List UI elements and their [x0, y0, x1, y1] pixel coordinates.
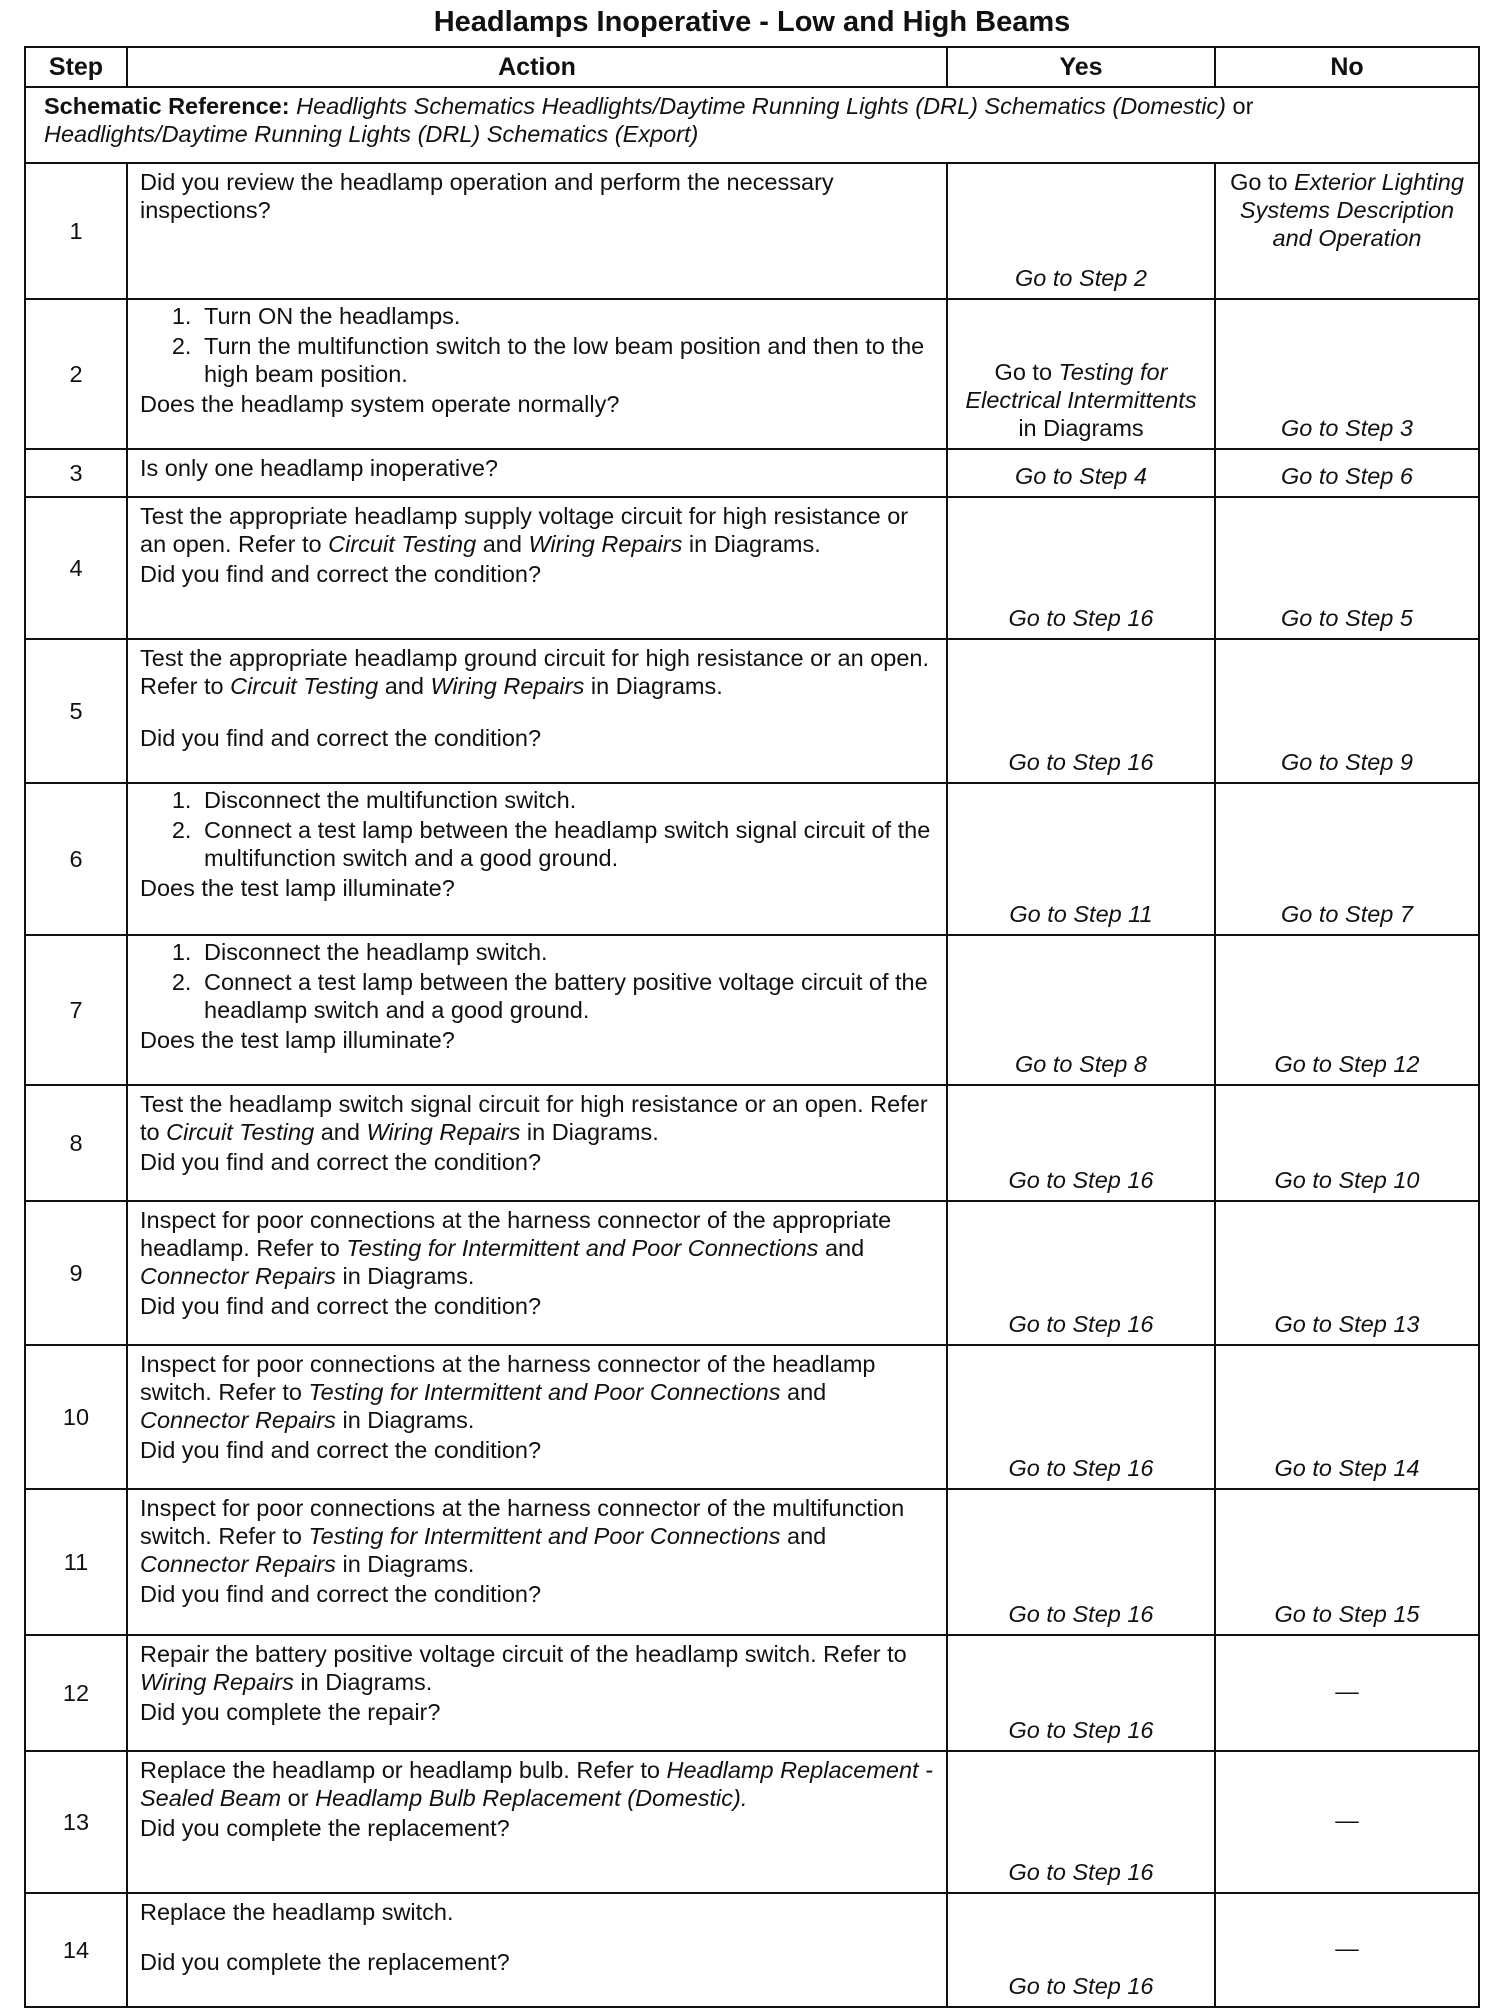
reference-link[interactable]: Circuit Testing	[328, 531, 477, 557]
action-steps-list	[140, 786, 934, 872]
no-prefix: Go to	[1230, 169, 1288, 195]
action-cell	[127, 1201, 947, 1345]
step-number: 1	[25, 163, 127, 299]
list-item: 1. Disconnect the headlamp switch.	[198, 938, 934, 966]
yes-suffix: in Diagrams	[1018, 415, 1144, 441]
no-link[interactable]: Exterior Lighting Systems Description and Operation	[1239, 169, 1464, 251]
yes-cell	[947, 299, 1215, 449]
action-question: Did you complete the replacement?	[140, 1949, 510, 1975]
reference-link[interactable]: Testing for Intermittent and Poor Connections	[346, 1235, 819, 1261]
table-row	[25, 1489, 1479, 1635]
action-cell	[127, 1635, 947, 1751]
instruction-text: and	[787, 1379, 827, 1405]
step-number: 12	[25, 1635, 127, 1751]
yes-link[interactable]: Go to Step 16	[947, 1635, 1215, 1751]
no-link[interactable]: Go to Step 14	[1215, 1345, 1479, 1489]
instruction-text: in Diagrams.	[342, 1551, 475, 1577]
table-row	[25, 1085, 1479, 1201]
instruction-text: Replace the headlamp or headlamp bulb. Refer to	[140, 1757, 660, 1783]
yes-link[interactable]: Go to Step 16	[947, 1489, 1215, 1635]
no-link[interactable]: Go to Step 7	[1215, 783, 1479, 935]
action-cell	[127, 1751, 947, 1893]
action-question: Did you find and correct the condition?	[140, 725, 542, 751]
yes-link[interactable]: Go to Step 16	[947, 639, 1215, 783]
reference-link[interactable]: Wiring Repairs	[528, 531, 683, 557]
step-number: 10	[25, 1345, 127, 1489]
instruction-text: Test the appropriate headlamp ground circuit for high resistance or an open. Refer to	[140, 645, 930, 699]
step-number: 8	[25, 1085, 127, 1201]
instruction-text: or	[287, 1785, 309, 1811]
step-number: 11	[25, 1489, 127, 1635]
action-instruction	[140, 644, 934, 700]
table-row	[25, 639, 1479, 783]
instruction-text: in Diagrams.	[526, 1119, 659, 1145]
action-steps-list	[140, 302, 934, 388]
header-yes: Yes	[947, 47, 1215, 87]
no-dash: —	[1215, 1635, 1479, 1751]
reference-link[interactable]: Wiring Repairs	[140, 1669, 294, 1695]
step-number: 3	[25, 449, 127, 497]
table-row	[25, 783, 1479, 935]
reference-link[interactable]: Connector Repairs	[140, 1551, 336, 1577]
header-no: No	[1215, 47, 1479, 87]
no-link[interactable]: Go to Step 9	[1215, 639, 1479, 783]
instruction-text: Inspect for poor connections at the harness connector of the multifunction switch. Refer to	[140, 1495, 905, 1549]
yes-link[interactable]: Go to Step 2	[947, 163, 1215, 299]
table-row	[25, 1751, 1479, 1893]
reference-link[interactable]: Circuit Testing	[166, 1119, 315, 1145]
reference-link[interactable]: Wiring Repairs	[366, 1119, 521, 1145]
yes-link[interactable]: Go to Step 16	[947, 497, 1215, 639]
table-row	[25, 163, 1479, 299]
reference-link[interactable]: Connector Repairs	[140, 1263, 336, 1289]
instruction-text: Test the appropriate headlamp supply voltage circuit for high resistance or an open. Refer to	[140, 503, 909, 557]
instruction-text: and	[482, 531, 522, 557]
action-cell	[127, 783, 947, 935]
action-question: Did you complete the repair?	[140, 1699, 441, 1725]
action-cell	[127, 1893, 947, 2007]
step-number: 7	[25, 935, 127, 1085]
diagnostic-table	[24, 46, 1480, 2008]
table-row	[25, 1635, 1479, 1751]
reference-link[interactable]: Wiring Repairs	[430, 673, 585, 699]
yes-link[interactable]: Go to Step 16	[947, 1345, 1215, 1489]
yes-link[interactable]: Go to Step 16	[947, 1085, 1215, 1201]
yes-link[interactable]: Go to Step 16	[947, 1201, 1215, 1345]
step-number: 6	[25, 783, 127, 935]
instruction-text: in Diagrams.	[342, 1407, 475, 1433]
action-question: Did you find and correct the condition?	[140, 1437, 542, 1463]
instruction-text: Inspect for poor connections at the harness connector of the headlamp switch. Refer to	[140, 1351, 876, 1405]
yes-link[interactable]: Testing for Electrical Intermittents	[965, 359, 1197, 413]
no-link[interactable]: Go to Step 3	[1215, 299, 1479, 449]
list-item: 2. Connect a test lamp between the battery positive voltage circuit of the headlamp switch and a good ground.	[198, 968, 934, 1024]
table-row	[25, 1201, 1479, 1345]
step-number: 9	[25, 1201, 127, 1345]
reference-link[interactable]: Connector Repairs	[140, 1407, 336, 1433]
reference-link[interactable]: Testing for Intermittent and Poor Connections	[308, 1379, 781, 1405]
table-row	[25, 497, 1479, 639]
action-question: Did you find and correct the condition?	[140, 561, 542, 587]
instruction-text: in Diagrams.	[688, 531, 821, 557]
schematic-reference-row	[25, 87, 1479, 163]
action-cell	[127, 1085, 947, 1201]
action-cell	[127, 1345, 947, 1489]
action-instruction	[140, 502, 934, 558]
action-question: Does the test lamp illuminate?	[140, 1027, 455, 1053]
no-link[interactable]: Go to Step 15	[1215, 1489, 1479, 1635]
table-row	[25, 935, 1479, 1085]
no-link[interactable]: Go to Step 13	[1215, 1201, 1479, 1345]
no-cell	[1215, 163, 1479, 299]
instruction-text: and	[384, 673, 424, 699]
action-question: Did you find and correct the condition?	[140, 1293, 542, 1319]
list-item: 1. Disconnect the multifunction switch.	[198, 786, 934, 814]
instruction-text: Inspect for poor connections at the harness connector of the appropriate headlamp. Refer to	[140, 1207, 892, 1261]
action-cell	[127, 497, 947, 639]
schematic-reference	[25, 87, 1479, 163]
yes-link[interactable]: Go to Step 16	[947, 1893, 1215, 2007]
schematic-label: Schematic Reference:	[44, 93, 290, 119]
no-link[interactable]: Go to Step 12	[1215, 935, 1479, 1085]
no-link[interactable]: Go to Step 6	[1215, 449, 1479, 497]
yes-link[interactable]: Go to Step 8	[947, 935, 1215, 1085]
schematic-or: or	[1232, 93, 1254, 119]
yes-link[interactable]: Go to Step 11	[947, 783, 1215, 935]
instruction-text: Repair the battery positive voltage circuit of the headlamp switch. Refer to	[140, 1641, 907, 1667]
schematic-link-export[interactable]: Headlights/Daytime Running Lights (DRL) Schematics (Export)	[44, 121, 699, 147]
instruction-text: in Diagrams.	[342, 1263, 475, 1289]
instruction-text: and	[824, 1235, 865, 1261]
header-action: Action	[127, 47, 947, 87]
action-cell	[127, 163, 947, 299]
action-instruction	[140, 1090, 934, 1146]
header-step: Step	[25, 47, 127, 87]
action-question: Does the headlamp system operate normally?	[140, 391, 620, 417]
page-title: Headlamps Inoperative - Low and High Beams	[433, 6, 1071, 38]
action-cell	[127, 935, 947, 1085]
list-item: 2. Turn the multifunction switch to the low beam position and then to the high beam position.	[198, 332, 934, 388]
list-item: 1. Turn ON the headlamps.	[198, 302, 934, 330]
instruction-text: Test the headlamp switch signal circuit for high resistance or an open. Refer to	[140, 1091, 928, 1145]
table-row	[25, 449, 1479, 497]
instruction-text: in Diagrams.	[300, 1669, 433, 1695]
table-row	[25, 299, 1479, 449]
instruction-text: in Diagrams.	[590, 673, 723, 699]
no-dash: —	[1215, 1751, 1479, 1893]
list-item: 2. Connect a test lamp between the headlamp switch signal circuit of the multifunction switch and a good ground.	[198, 816, 934, 872]
reference-link[interactable]: Testing for Intermittent and Poor Connections	[308, 1523, 781, 1549]
step-number: 5	[25, 639, 127, 783]
schematic-link-domestic[interactable]: Headlights Schematics Headlights/Daytime Running Lights (DRL) Schematics (Domestic)	[296, 93, 1227, 119]
action-question: Did you complete the replacement?	[140, 1815, 510, 1841]
step-number: 13	[25, 1751, 127, 1893]
reference-link[interactable]: Circuit Testing	[230, 673, 379, 699]
action-question: Did you review the headlamp operation and perform the necessary inspections?	[140, 169, 834, 223]
reference-link[interactable]: Headlamp Bulb Replacement (Domestic).	[315, 1785, 748, 1811]
action-instruction	[140, 1206, 934, 1290]
step-number: 2	[25, 299, 127, 449]
no-link[interactable]: Go to Step 5	[1215, 497, 1479, 639]
instruction-text: and	[787, 1523, 827, 1549]
step-number: 14	[25, 1893, 127, 2007]
action-question: Does the test lamp illuminate?	[140, 875, 455, 901]
action-instruction	[140, 1350, 934, 1434]
action-question: Is only one headlamp inoperative?	[127, 449, 947, 497]
step-number: 4	[25, 497, 127, 639]
table-row	[25, 1893, 1479, 2007]
action-question: Did you find and correct the condition?	[140, 1581, 542, 1607]
action-question: Did you find and correct the condition?	[140, 1149, 542, 1175]
action-cell	[127, 639, 947, 783]
instruction-text: and	[320, 1119, 360, 1145]
table-row	[25, 1345, 1479, 1489]
no-dash: —	[1215, 1893, 1479, 2007]
action-instruction	[140, 1756, 934, 1812]
action-cell	[127, 299, 947, 449]
action-instruction: Replace the headlamp switch.	[140, 1899, 454, 1925]
action-steps-list	[140, 938, 934, 1024]
yes-link[interactable]: Go to Step 16	[947, 1751, 1215, 1893]
yes-prefix: Go to	[994, 359, 1053, 385]
action-cell	[127, 1489, 947, 1635]
no-link[interactable]: Go to Step 10	[1215, 1085, 1479, 1201]
reference-link[interactable]: Headlamp Replacement - Sealed Beam	[140, 1757, 933, 1811]
header-row	[25, 47, 1479, 87]
action-instruction	[140, 1494, 934, 1578]
yes-link[interactable]: Go to Step 4	[947, 449, 1215, 497]
action-instruction	[140, 1640, 934, 1696]
